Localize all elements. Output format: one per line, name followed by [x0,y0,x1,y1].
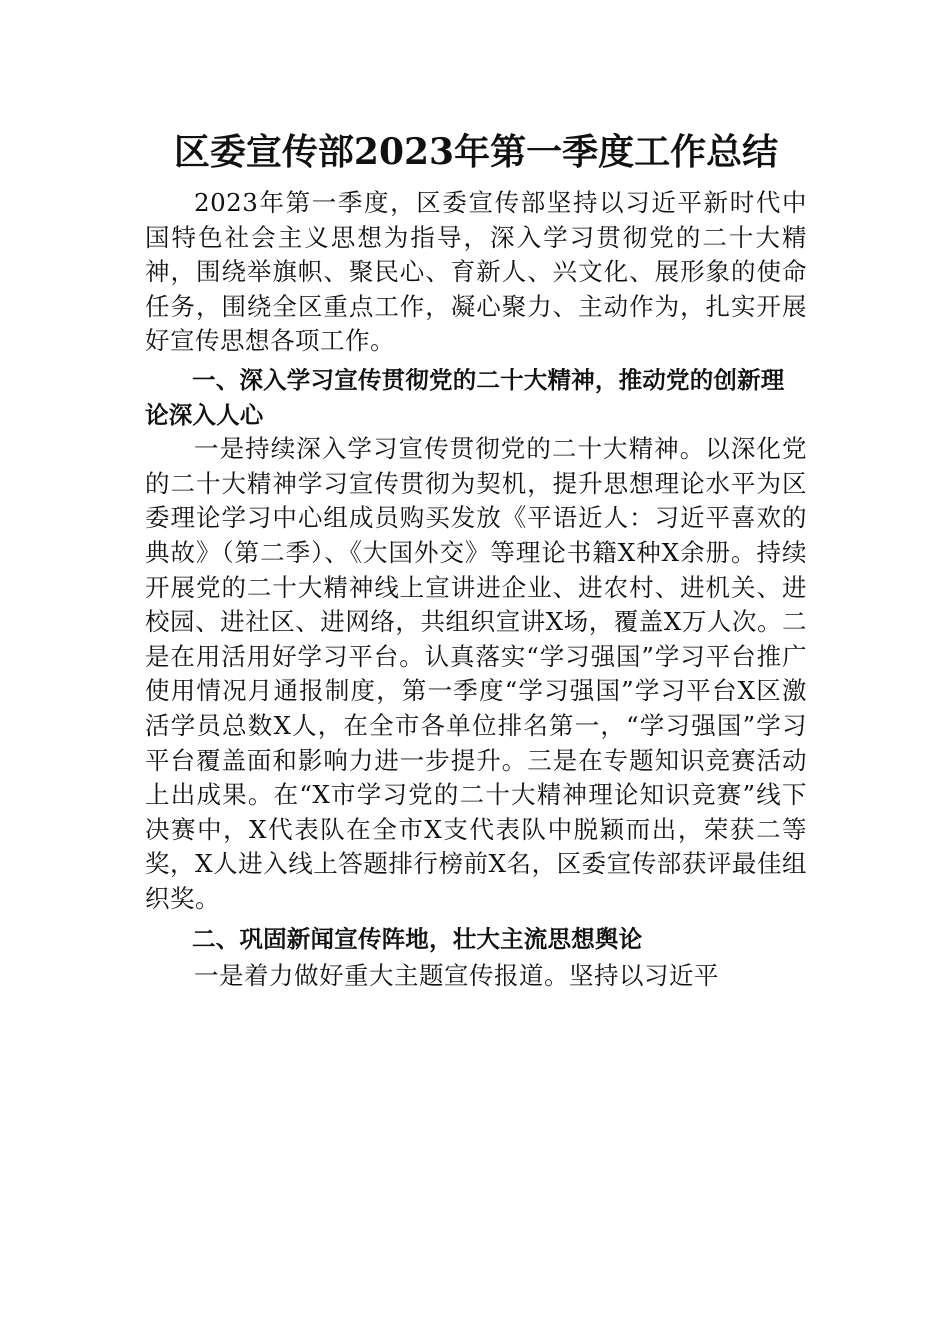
section-1-body: 一是持续深入学习宣传贯彻党的二十大精神。以深化党的二十大精神学习宣传贯彻为契机，提升思想理论水平为区委理论学习中心组成员购买发放《平语近人：习近平喜欢的典故》（第二季）、《大国外交》等理论书籍X种X余册。持续开展党的二十大精神线上宣讲进企业、进农村、进机关、进校园、进社区、进网络，共组织宣讲X场，覆盖X万人次。二是在用活用好学习平台。认真落实“学习强国”学习平台推广使用情况月通报制度，第一季度“学习强国”学习平台X区激活学员总数X人，在全市各单位排名第一，“学习强国”学习平台覆盖面和影响力进一步提升。三是在专题知识竞赛活动上出成果。在“X市学习党的二十大精神理论知识竞赛”线下决赛中，X代表队在全市X支代表队中脱颖而出，荣获二等奖，X人进入线上答题排行榜前X名，区委宣传部获评最佳组织奖。 [145,434,807,913]
section-2-heading: 二、巩固新闻宣传阵地，壮大主流思想舆论 [192,925,643,954]
document-content [145,128,807,994]
section-2-body: 一是着力做好重大主题宣传报道。坚持以习近平 [194,961,719,991]
section-1-heading: 一、深入学习宣传贯彻党的二十大精神，推动党的创新理论深入人心 [145,365,785,429]
document-title: 区委宣传部2023年第一季度工作总结 [173,131,779,173]
intro-paragraph: 2023年第一季度，区委宣传部坚持以习近平新时代中国特色社会主义思想为指导，深入学习贯彻党的二十大精神，围绕举旗帜、聚民心、育新人、兴文化、展形象的使命任务，围绕全区重点工作，凝心聚力、主动作为，扎实开展好宣传思想各项工作。 [145,188,807,356]
